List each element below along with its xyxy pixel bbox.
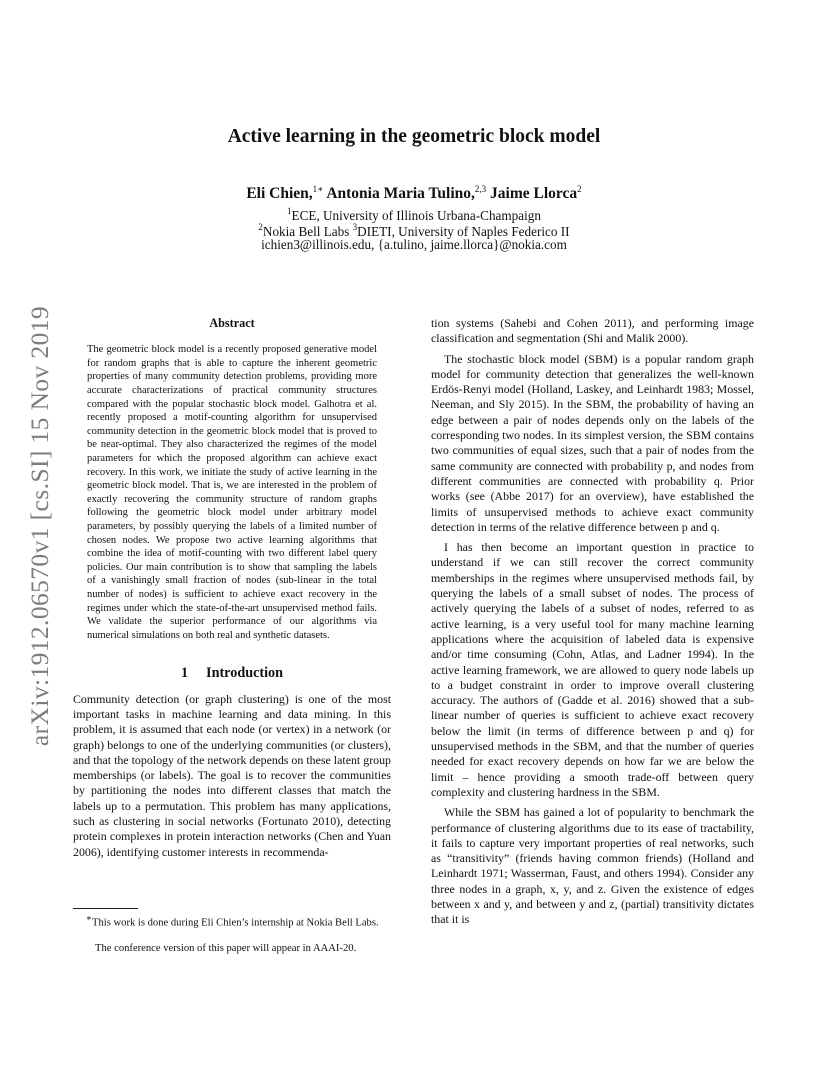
author-affiliation-mark: 1∗ <box>312 184 324 194</box>
affiliation-text: Nokia Bell Labs <box>262 224 353 239</box>
section-heading <box>73 666 391 681</box>
footnote-mark: ∗ <box>86 913 93 923</box>
arxiv-identifier-stamp <box>20 296 60 756</box>
author-name: Antonia Maria Tulino, <box>326 185 475 202</box>
affiliation-mark: 2 <box>258 222 263 232</box>
affiliation-text: ECE, University of Illinois Urbana-Champaign <box>291 208 541 223</box>
intro-paragraph-3: I has then become an important question in practice to understand if we can still recover the correct community memberships in the regimes where unsupervised methods fail, by querying the labels of a small subset of nodes. The process of actively querying the labels of a subset of nodes, referred to as active learning, is a very useful tool for many machine learning applications where the acquisition of labeled data is expensive and/or time consuming (Cohn, Atlas, and Ladner 1994). In the active learning framework, we are allowed to query node labels up to a budget constraint in order to improve overall clustering accuracy. The authors of (Gadde et al. 2016) showed that a sub-linear number of queries is sufficient to achieve exact recovery below the limit (in terms of difference between p and q) for unsupervised methods in the SBM, and that the number of queries needed for exact recovery depends on how far we are below the limit – hence providing a smooth trade-off between query complexity and clustering hardness in the SBM. <box>431 540 754 799</box>
intro-paragraph-1: Community detection (or graph clustering) is one of the most important tasks in machine learning and data mining. In this problem, it is assumed that each node (or vertex) in a network (or graph) belongs to one of the underlying communities (or clusters), and that the topology of the network depends on these latent group memberships (or labels). The goal is to recover the communities by partitioning the nodes into different classes that match the labels up to a permutation. This problem has many applications, such as clustering in social networks (Fortunato 2010), detecting protein complexes in protein interaction networks (Chen and Yuan 2006), identifying customer interests in recommenda- <box>73 691 391 859</box>
author-list <box>0 184 828 203</box>
section-title: Introduction <box>206 665 284 682</box>
footnote-text: This work is done during Eli Chien’s internship at Nokia Bell Labs. <box>92 917 379 929</box>
footnote-rule <box>73 908 138 909</box>
affiliation-text: DIETI, University of Naples Federico II <box>357 224 570 239</box>
right-column <box>431 316 754 928</box>
intro-paragraph-4: While the SBM has gained a lot of popularity to benchmark the performance of clustering algorithms due to its ease of tractability, it fails to capture very important properties of real networks, such as “transitivity” (friends having common friends) (Holland and Leinhardt 1971; Wasserman, Faust, and others 1994). Consider any three nodes in a graph, x, y, and z. Given the existence of edges between x and y, and between y and z, (partial) transitivity dictates that it is <box>431 805 754 927</box>
intro-paragraph-2: The stochastic block model (SBM) is a popular random graph model for community detection that generalizes the well-known Erdös-Renyi model (Holland, Laskey, and Leinhardt 1983; Mossel, Neeman, and Sly 2015). In the SBM, the probability of having an edge between a pair of nodes depends only on the labels of the corresponding two nodes. In its simplest version, the SBM contains two communities of equal sizes, such that a pair of nodes from the same community are connected with probability p, and nodes from different communities are connected with probability q. Prior works (see (Abbe 2017) for an overview), have established the limits of unsupervised methods to achieve exact community detection in terms of the relative difference between p and q. <box>431 351 754 534</box>
abstract-body: The geometric block model is a recently proposed generative model for random graphs that is able to capture the inherent geometric properties of many community detection problems, providing more accurate characterizations of practical community structures compared with the popular stochastic block model. Galhotra et al. recently proposed a motif-counting algorithm for unsupervised community detection in the geometric block model that is proved to be near-optimal. They also characterized the regimes of the model parameters for which the proposed algorithm can achieve exact recovery. In this work, we initiate the study of active learning in the geometric block model. That is, we are interested in the problem of exactly recovering the community structure of random graphs following the geometric block model under arbitrary model parameters, by possibly querying the labels of a limited number of chosen nodes. We propose two active learning algorithms that combine the idea of motif-counting with two different label query policies. Our main contribution is to show that sampling the labels of a vanishingly small fraction of nodes (sub-linear in the total number of nodes) is sufficient to achieve exact recovery in the regimes under which the state-of-the-art unsupervised method fails. We validate the superior performance of our algorithms via numerical simulations on both real and synthetic datasets. <box>87 344 377 641</box>
section-number: 1 <box>180 665 189 682</box>
footnote-conference: The conference version of this paper will appear in AAAI-20. <box>95 943 357 954</box>
arxiv-identifier-text: arXiv:1912.06570v1 [cs.SI] 15 Nov 2019 <box>25 305 55 747</box>
paper-title: Active learning in the geometric block model <box>227 126 601 147</box>
left-column <box>73 316 391 860</box>
abstract-heading: Abstract <box>209 316 255 330</box>
intro-paragraph-1-continued: tion systems (Sahebi and Cohen 2011), and performing image classification and segmentation (Shi and Malik 2000). <box>431 316 754 346</box>
affiliation-mark: 3 <box>352 222 358 232</box>
footnote-internship <box>73 912 393 930</box>
author-affiliation-mark: 2,3 <box>474 184 487 194</box>
affiliation-mark: 1 <box>287 206 292 216</box>
author-name: Eli Chien, <box>246 185 313 202</box>
author-affiliation-mark: 2 <box>577 184 582 194</box>
author-emails: ichien3@illinois.edu, {a.tulino, jaime.llorca}@nokia.com <box>261 237 567 252</box>
author-name: Jaime Llorca <box>490 185 578 202</box>
